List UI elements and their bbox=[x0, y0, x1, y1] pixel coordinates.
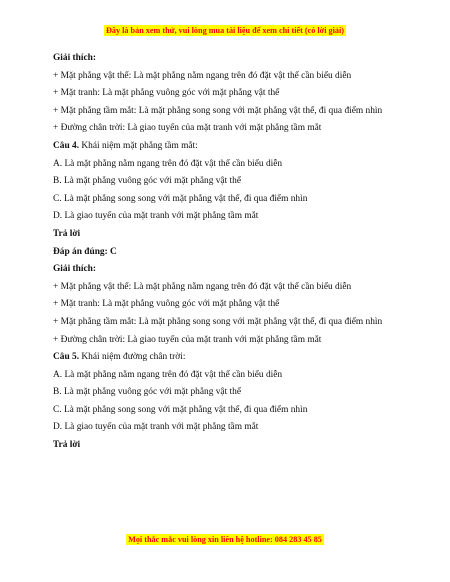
answer-option-a: A. Là mặt phẳng nằm ngang trên đó đặt vật thể cần biểu diễn bbox=[53, 369, 283, 380]
explanation-heading: Giải thích: bbox=[53, 53, 96, 63]
answer-option-d: D. Là giao tuyến của mặt tranh với mặt phẳng tầm mắt bbox=[53, 211, 259, 222]
question-number: Câu 4. bbox=[53, 140, 80, 151]
preview-notice-banner: Đây là bản xem thử, vui lòng mua tài liệu để xem chi tiết (có lời giải) bbox=[105, 26, 345, 35]
explanation-item: + Mặt phẳng tầm mắt: Là mặt phẳng song song với mặt phẳng vật thể, đi qua điểm nhìn bbox=[53, 316, 383, 327]
question-4 bbox=[53, 138, 398, 156]
explanation-item: + Mặt phẳng tầm mắt: Là mặt phẳng song song với mặt phẳng vật thể, đi qua điểm nhìn bbox=[53, 105, 383, 116]
answer-option-a: A. Là mặt phẳng nằm ngang trên đó đặt vật thể cần biểu diễn bbox=[53, 158, 283, 169]
explanation-item: + Mặt phẳng vật thể: Là mặt phẳng nằm ngang trên đó đặt vật thể cần biểu diễn bbox=[53, 70, 352, 81]
correct-answer: Đáp án đúng: C bbox=[53, 246, 117, 257]
document-body bbox=[53, 50, 398, 455]
explanation-item: + Đường chân trời: Là giao tuyến của mặt tranh với mặt phẳng tầm mắt bbox=[53, 334, 322, 345]
question-5 bbox=[53, 349, 398, 367]
explanation-item: + Mặt tranh: Là mặt phẳng vuông góc với mặt phẳng vật thể bbox=[53, 299, 280, 310]
explanation-item: + Mặt tranh: Là mặt phẳng vuông góc với mặt phẳng vật thể bbox=[53, 88, 280, 99]
answer-option-c: C. Là mặt phẳng song song với mặt phẳng vật thể, đi qua điểm nhìn bbox=[53, 404, 308, 415]
question-text: Khái niệm đường chân trời: bbox=[79, 352, 186, 363]
question-number: Câu 5. bbox=[53, 352, 80, 363]
explanation-heading: Giải thích: bbox=[53, 264, 96, 275]
answer-option-c: C. Là mặt phẳng song song với mặt phẳng vật thể, đi qua điểm nhìn bbox=[53, 193, 308, 204]
question-text: Khái niệm mặt phẳng tầm mắt: bbox=[79, 140, 198, 151]
answer-option-d: D. Là giao tuyến của mặt tranh với mặt phẳng tầm mắt bbox=[53, 422, 259, 433]
answer-option-b: B. Là mặt phẳng vuông góc với mặt phẳng vật thể bbox=[53, 387, 241, 398]
hotline-banner: Mọi thắc mắc vui lòng xin liên hệ hotline: 084 283 45 85 bbox=[128, 535, 322, 544]
answer-option-b: B. Là mặt phẳng vuông góc với mặt phẳng vật thể bbox=[53, 176, 241, 187]
explanation-item: + Mặt phẳng vật thể: Là mặt phẳng nằm ngang trên đó đặt vật thể cần biểu diễn bbox=[53, 281, 352, 292]
answer-heading: Trả lời bbox=[53, 228, 81, 239]
explanation-item: + Đường chân trời: Là giao tuyến của mặt tranh với mặt phẳng tầm mắt bbox=[53, 123, 322, 134]
answer-heading: Trả lời bbox=[53, 440, 81, 451]
